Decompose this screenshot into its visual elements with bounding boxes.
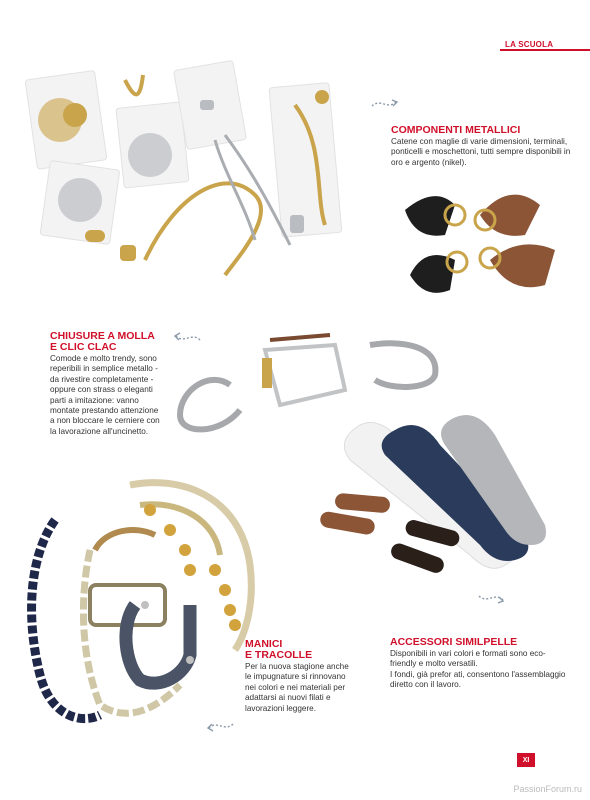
metal-title: COMPONENTI METALLICI [391, 124, 521, 136]
watermark: PassionForum.ru [513, 784, 582, 794]
clasps-title-line2: E CLIC CLAC [50, 341, 117, 353]
arrow-handles [205, 718, 235, 734]
accessories-text-2: I fondi, già prefor ati, consentono l'assemblaggio diretto con il lavoro. [390, 670, 566, 690]
arrow-accessories [475, 590, 505, 606]
page-number: XI [517, 753, 535, 767]
accessories-text: Disponibili in vari colori e formati sono eco-friendly e molto versatili. [390, 649, 546, 669]
photo-leather-bases [310, 405, 550, 605]
section-label: LA SCUOLA [505, 40, 554, 49]
metal-text: Catene con maglie di varie dimensioni, terminali, ponticelli e moschettoni, tutti sempre disponibili in oro e argento (nikel). [391, 137, 571, 167]
photo-handles-straps [10, 475, 270, 735]
accessories-title: ACCESSORI SIMILPELLE [390, 636, 518, 648]
clasps-text: Comode e molto trendy, sono reperibili in semplice metallo - da rivestire completamente - oppure con strass o eleganti parti a imitazione: vanno montate prestando attenzione a non bloccare le cerniere con la lavorazione all'uncinetto. [50, 354, 160, 436]
handles-title-line2: E TRACOLLE [245, 649, 313, 661]
clasps-title-line1: CHIUSURE A MOLLA [50, 330, 155, 342]
header-divider [500, 49, 590, 51]
handles-title-line1: MANICI [245, 638, 283, 650]
photo-metal-components [25, 45, 365, 280]
handles-text: Per la nuova stagione anche le impugnature si rinnovano nei colori e nei materiali per adattarsi ai nuovi filati e lavorazioni leggere. [245, 662, 349, 713]
arrow-metal [370, 96, 400, 112]
photo-leather-tabs [395, 180, 575, 305]
